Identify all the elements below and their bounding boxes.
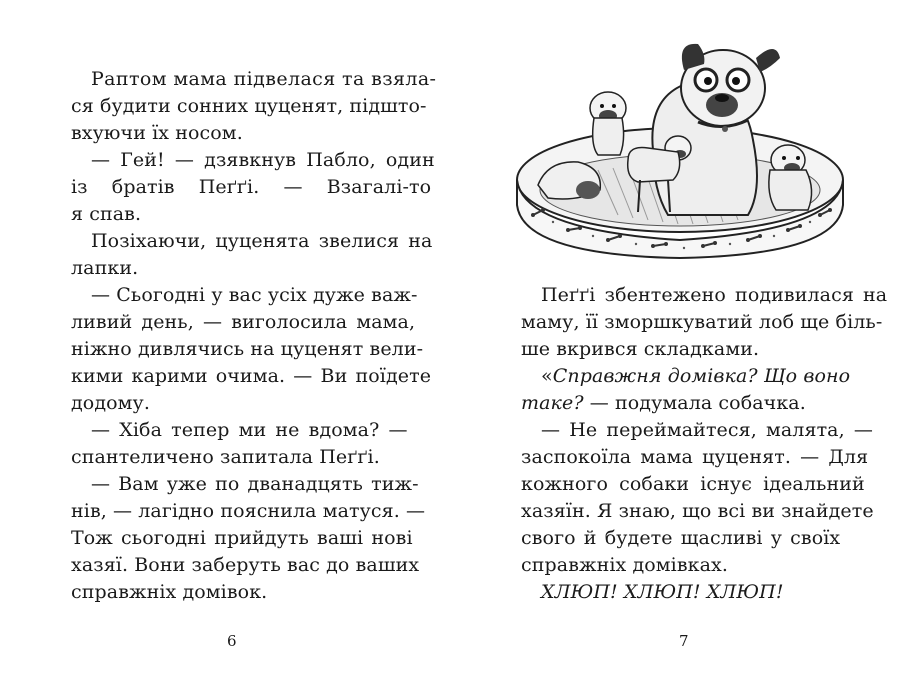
text-line: справжніх домівок. (71, 581, 268, 603)
narration-text: — подумала собачка. (583, 392, 806, 414)
text-line: — Сьогодні у вас усіх дуже важ- (91, 284, 418, 306)
text-line: ніжно дивлячись на цуценят вели- (71, 338, 424, 360)
text-line: заспокоїла мама цуценят. — Для (521, 446, 869, 468)
text-line: — Гей! — дзявкнув Пабло, один (91, 149, 435, 171)
text-line: Пеґґі збентежено подивилася на (541, 284, 888, 306)
text-line: — Вам уже по дванадцять тиж- (91, 473, 419, 495)
text-line: ше вкрився складками. (521, 338, 760, 360)
text-line: хазяї. Вони заберуть вас до ваших (71, 554, 420, 576)
text-line: додому. (71, 392, 150, 414)
text-line: Позіхаючи, цуценята звелися на (91, 230, 433, 252)
pug-family-in-dog-bed-illustration (508, 30, 853, 260)
text-line: справжніх домівках. (521, 554, 729, 576)
page-number: 6 (227, 632, 237, 650)
text-line: маму, її зморшкуватий лоб ще біль- (521, 311, 883, 333)
text-line (541, 363, 850, 389)
text-line: свого й будете щасливі у своїх (521, 527, 841, 549)
text-line: ХЛЮП! ХЛЮП! ХЛЮП! (541, 581, 784, 603)
text-line: спантеличено запитала Пеґґі. (71, 446, 380, 468)
text-line: вхуючи їх носом. (71, 122, 243, 144)
thought-text: таке? (521, 392, 584, 414)
text-line: ся будити сонних цуценят, підшто- (71, 95, 427, 117)
text-line (521, 390, 806, 416)
text-line: кими карими очима. — Ви поїдете (71, 365, 432, 387)
text-line: кожного собаки існує ідеальний (521, 473, 865, 495)
text-line: — Хіба тепер ми не вдома? — (91, 419, 408, 441)
quote-mark: « (541, 365, 553, 387)
text-line: із братів Пеґґі. — Взагалі-то (71, 176, 432, 198)
text-line: нів, — лагідно пояснила матуся. — (71, 500, 426, 522)
page-number: 7 (679, 632, 689, 650)
text-line: Тож сьогодні прийдуть ваші нові (71, 527, 413, 549)
thought-text: Справжня домівка? Що воно (552, 365, 851, 387)
text-line: ливий день, — виголосила мама, (71, 311, 416, 333)
text-line: лапки. (71, 257, 139, 279)
text-line: я спав. (71, 203, 142, 225)
text-line: — Не переймайтеся, малята, — (541, 419, 873, 441)
text-line: хазяїн. Я знаю, що всі ви знайдете (521, 500, 874, 522)
text-line: Раптом мама підвелася та взяла- (91, 68, 437, 90)
